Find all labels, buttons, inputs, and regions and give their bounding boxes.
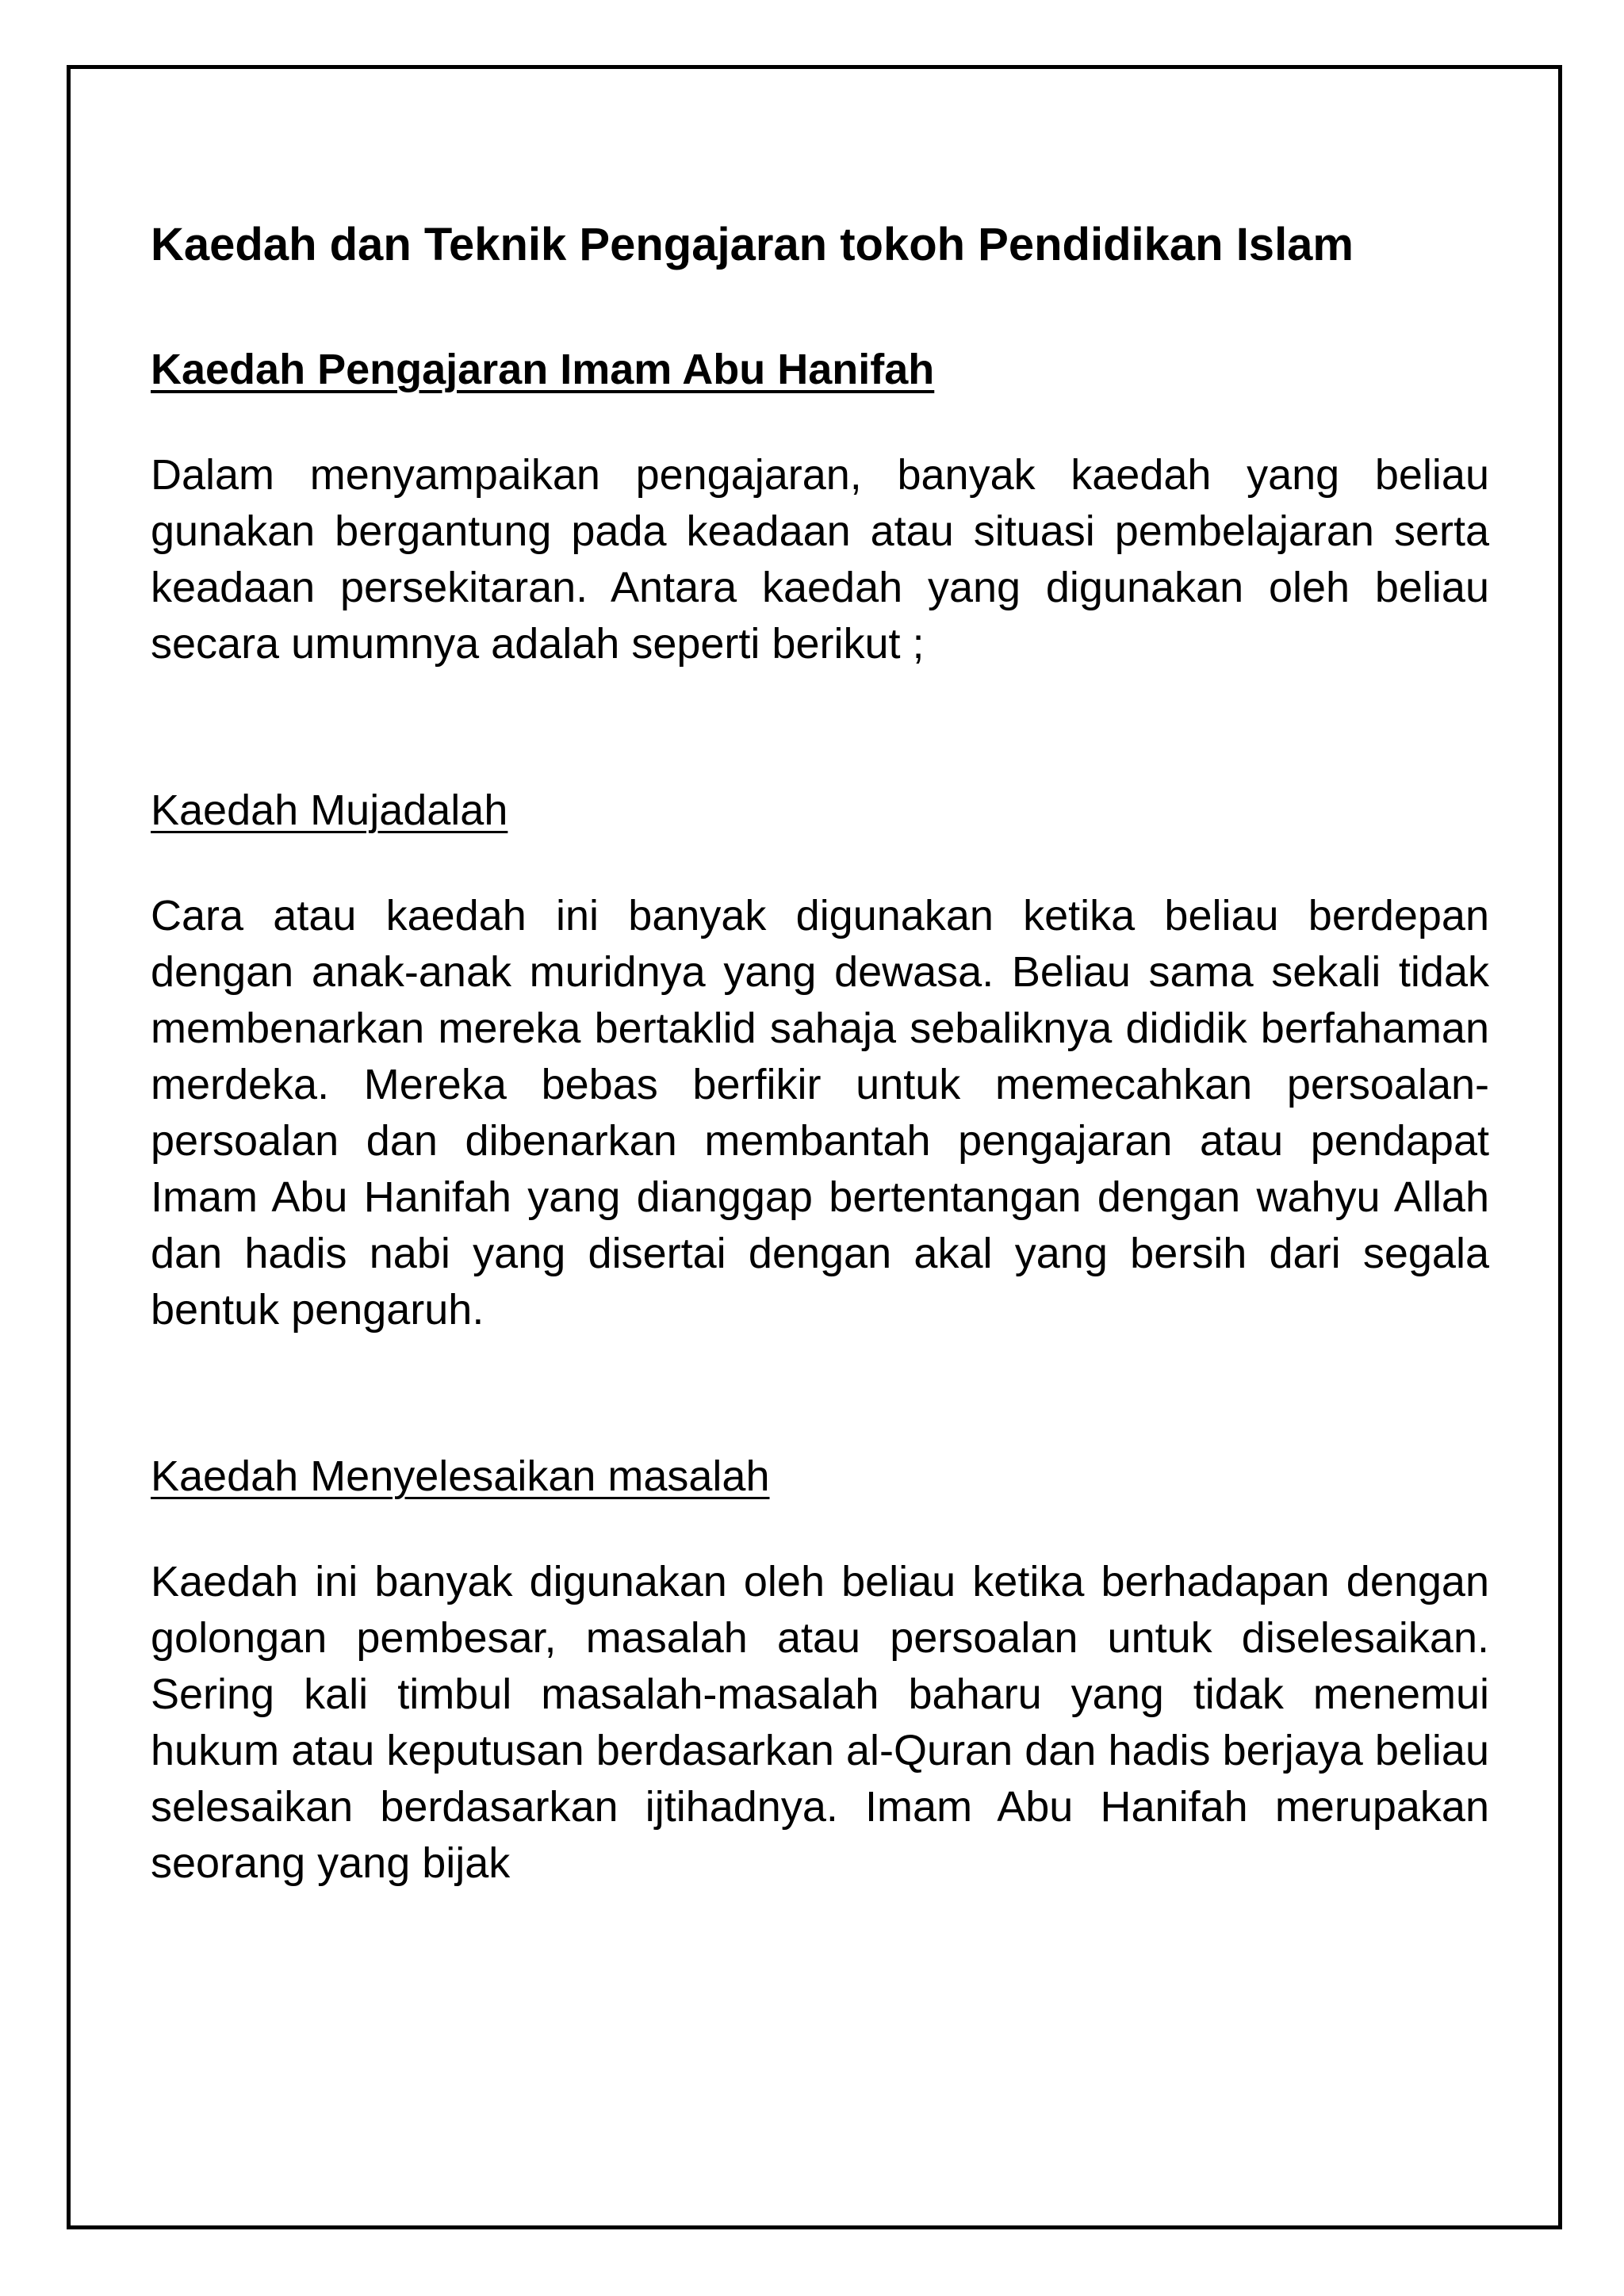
subsection-paragraph-menyelesaikan-masalah: Kaedah ini banyak digunakan oleh beliau ketika berhadapan dengan golongan pembesar, masalah atau persoalan untuk diselesaikan. Sering kali timbul masalah-masalah baharu yang tidak menemui hukum atau keputusan berdasarkan al-Quran dan hadis berjaya beliau selesaikan berdasarkan ijtihadnya. Imam Abu Hanifah merupakan seorang yang bijak [151, 1558, 1489, 1887]
document-body [151, 212, 1489, 1892]
subsection-paragraph-mujadalah: Cara atau kaedah ini banyak digunakan ketika beliau berdepan dengan anak-anak muridnya yang dewasa. Beliau sama sekali tidak membenarkan mereka bertaklid sahaja sebaliknya dididik berfahaman merdeka. Mereka bebas berfikir untuk memecahkan persoalan- persoalan dan dibenarkan membantah pengajaran atau pendapat Imam Abu Hanifah yang dianggap bertentangan dengan wahyu Allah dan hadis nabi yang disertai dengan akal yang bersih dari segala bentuk pengaruh. [151, 892, 1489, 1334]
intro-paragraph: Dalam menyampaikan pengajaran, banyak kaedah yang beliau gunakan bergantung pada keadaan atau situasi pembelajaran serta keadaan persekitaran. Antara kaedah yang digunakan oleh beliau secara umumnya adalah seperti berikut ; [151, 451, 1489, 668]
section-heading: Kaedah Pengajaran Imam Abu Hanifah [151, 346, 935, 393]
document-title: Kaedah dan Teknik Pengajaran tokoh Pendidikan Islam [151, 219, 1354, 270]
subsection-heading-menyelesaikan-masalah: Kaedah Menyelesaikan masalah [151, 1452, 770, 1500]
subsection-heading-mujadalah: Kaedah Mujadalah [151, 786, 508, 834]
